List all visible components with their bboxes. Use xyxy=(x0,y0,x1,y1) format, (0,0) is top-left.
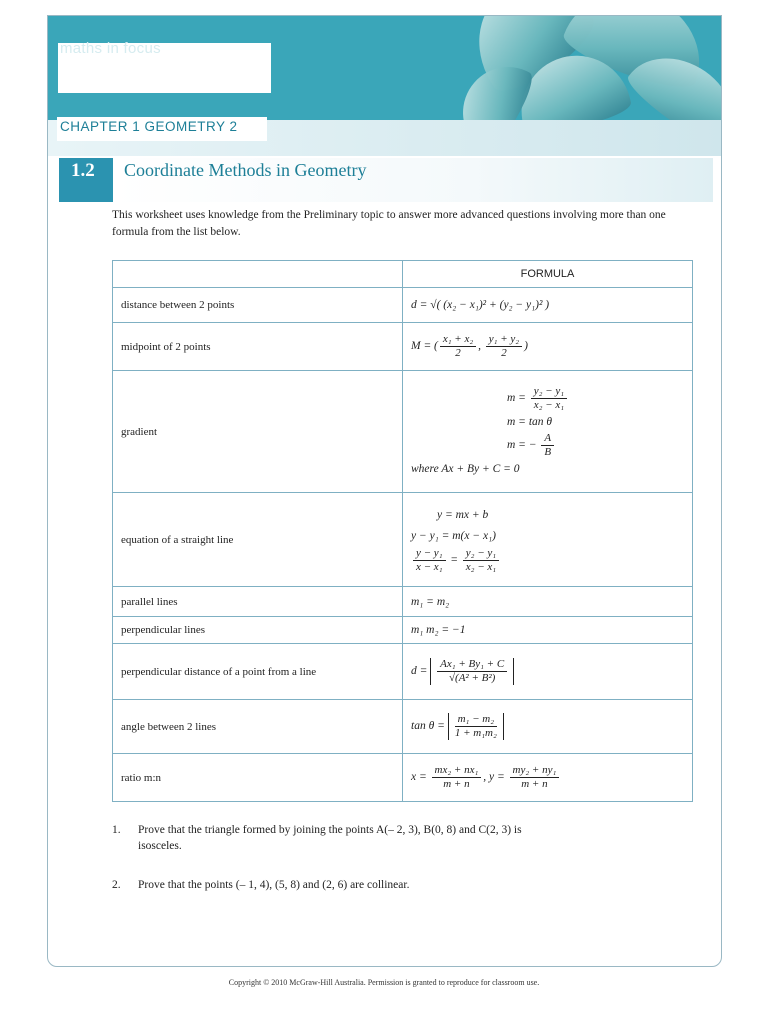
perpdist-lhs: d = xyxy=(411,665,428,678)
ratio-y-fraction xyxy=(510,764,560,791)
formula-distance xyxy=(403,288,693,323)
line3-left-numerator: y − y₁ xyxy=(413,547,446,561)
question-2-number: 2. xyxy=(112,879,121,891)
question-1 xyxy=(112,824,522,852)
midpoint-lhs: M = xyxy=(411,340,432,353)
table-row xyxy=(113,323,693,371)
line-formula-1 xyxy=(411,505,684,526)
row-label-distance: distance between 2 points xyxy=(113,288,403,323)
section-number: 1.2 xyxy=(59,158,113,202)
ratio-x-numerator: mx₂ + nx₁ xyxy=(432,764,482,778)
table-row xyxy=(113,700,693,754)
section-title: Coordinate Methods in Geometry xyxy=(124,160,367,180)
question-2 xyxy=(112,879,409,891)
table-row xyxy=(113,371,693,493)
question-1-continuation: isosceles. xyxy=(138,840,182,852)
line3-right-denominator: x₂ − x₁ xyxy=(465,561,497,573)
distance-formula: d = √( (x₂ − x₁)² + (y₂ − y₁)² ) xyxy=(411,299,550,311)
logo-text: maths in focus xyxy=(60,40,161,57)
grad3-denominator: B xyxy=(544,445,552,458)
ratio-y-lhs: y = xyxy=(489,771,505,784)
gradient-formula-1 xyxy=(411,385,684,412)
line3-right-numerator: y₂ − y₁ xyxy=(463,547,499,561)
grad1-fraction xyxy=(531,385,567,412)
grad2-text: m = tan θ xyxy=(507,415,553,428)
line3-right-fraction xyxy=(463,547,499,574)
line3-left-fraction xyxy=(413,547,446,574)
row-label-angle: angle between 2 lines xyxy=(113,700,403,754)
gradient-formula-3 xyxy=(411,432,684,459)
table-row xyxy=(113,288,693,323)
line3-left-denominator: x − x₁ xyxy=(416,561,443,573)
question-1-number: 1. xyxy=(112,824,121,836)
row-label-parallel: parallel lines xyxy=(113,587,403,617)
gradient-where xyxy=(411,459,684,479)
line1-text: y = mx + b xyxy=(437,509,489,521)
line-formula-2 xyxy=(411,526,684,547)
formula-table xyxy=(112,260,693,802)
perpdist-numerator: Ax₁ + By₁ + C xyxy=(437,658,507,672)
formula-angle xyxy=(403,700,693,754)
mid-x-denominator: 2 xyxy=(455,347,461,359)
midpoint-x-fraction xyxy=(440,333,476,360)
line-formula-3 xyxy=(411,547,684,574)
angle-fraction xyxy=(455,713,497,740)
question-1-text: Prove that the triangle formed by joining the points A(– 2, 3), B(0, 8) and C(2, 3) is xyxy=(138,824,522,836)
question-2-text: Prove that the points (– 1, 4), (5, 8) and (2, 6) are collinear. xyxy=(138,879,410,891)
line3-equals: = xyxy=(450,554,459,567)
table-header-row xyxy=(113,261,693,288)
mid-y-denominator: 2 xyxy=(501,347,507,359)
perpdist-fraction xyxy=(437,658,507,685)
grad-where-text: where Ax + By + C = 0 xyxy=(411,462,520,475)
ratio-x-lhs: x = xyxy=(411,771,427,784)
mid-x-numerator: x₁ + x₂ xyxy=(440,333,476,347)
formula-ratio xyxy=(403,754,693,802)
line2-text: y − y₁ = m(x − x₁) xyxy=(411,530,496,542)
ratio-y-denominator: m + n xyxy=(521,778,548,790)
grad1-numerator: y₂ − y₁ xyxy=(531,385,567,399)
formula-perp-distance xyxy=(403,644,693,700)
ratio-x-denominator: m + n xyxy=(443,778,470,790)
grad3-lhs: m = − xyxy=(507,438,537,451)
formula-perpendicular xyxy=(403,617,693,644)
table-row xyxy=(113,493,693,587)
chapter-title: CHAPTER 1 GEOMETRY 2 xyxy=(60,119,238,134)
gradient-formula-2 xyxy=(411,412,684,432)
midpoint-y-fraction xyxy=(486,333,522,360)
formula-line xyxy=(403,493,693,587)
formula-parallel xyxy=(403,587,693,617)
table-row xyxy=(113,617,693,644)
grad3-fraction xyxy=(541,432,554,459)
header-empty-cell xyxy=(113,261,403,288)
formula-gradient xyxy=(403,371,693,493)
row-label-midpoint: midpoint of 2 points xyxy=(113,323,403,371)
table-row xyxy=(113,587,693,617)
angle-numerator: m₁ − m₂ xyxy=(455,713,497,727)
row-label-perp-distance: perpendicular distance of a point from a line xyxy=(113,644,403,700)
row-label-ratio: ratio m:n xyxy=(113,754,403,802)
formula-midpoint: M = ( $\frac{\text{x₁ + x₂}}{2}$ , $\frac{\text{y₁ + y₂}}{2}$ ) xyxy=(403,323,693,371)
grad1-lhs: m = xyxy=(507,391,526,404)
perpdist-denominator: √(A² + B²) xyxy=(449,672,496,684)
grad1-denominator: x₂ − x₁ xyxy=(533,398,565,411)
grad3-numerator: A xyxy=(541,432,554,446)
formula-header: FORMULA xyxy=(403,261,693,288)
ratio-y-numerator: my₂ + ny₁ xyxy=(510,764,560,778)
parallel-text: m₁ = m₂ xyxy=(411,595,450,608)
angle-denominator: 1 + m₁m₂ xyxy=(454,727,497,739)
table-row xyxy=(113,754,693,802)
ratio-separator: , xyxy=(483,771,490,784)
table-row xyxy=(113,644,693,700)
row-label-gradient: gradient xyxy=(113,371,403,493)
copyright-footer: Copyright © 2010 McGraw-Hill Australia. Permission is granted to reproduce for classroom use. xyxy=(228,978,540,987)
intro-paragraph: This worksheet uses knowledge from the Preliminary topic to answer more advanced questions involving more than one formula from the list below. xyxy=(112,209,666,238)
ratio-x-fraction xyxy=(432,764,482,791)
perpendicular-text: m₁ m₂ = −1 xyxy=(411,624,466,636)
angle-lhs: tan θ = xyxy=(411,720,445,733)
row-label-perpendicular: perpendicular lines xyxy=(113,617,403,644)
mid-y-numerator: y₁ + y₂ xyxy=(486,333,522,347)
row-label-line: equation of a straight line xyxy=(113,493,403,587)
